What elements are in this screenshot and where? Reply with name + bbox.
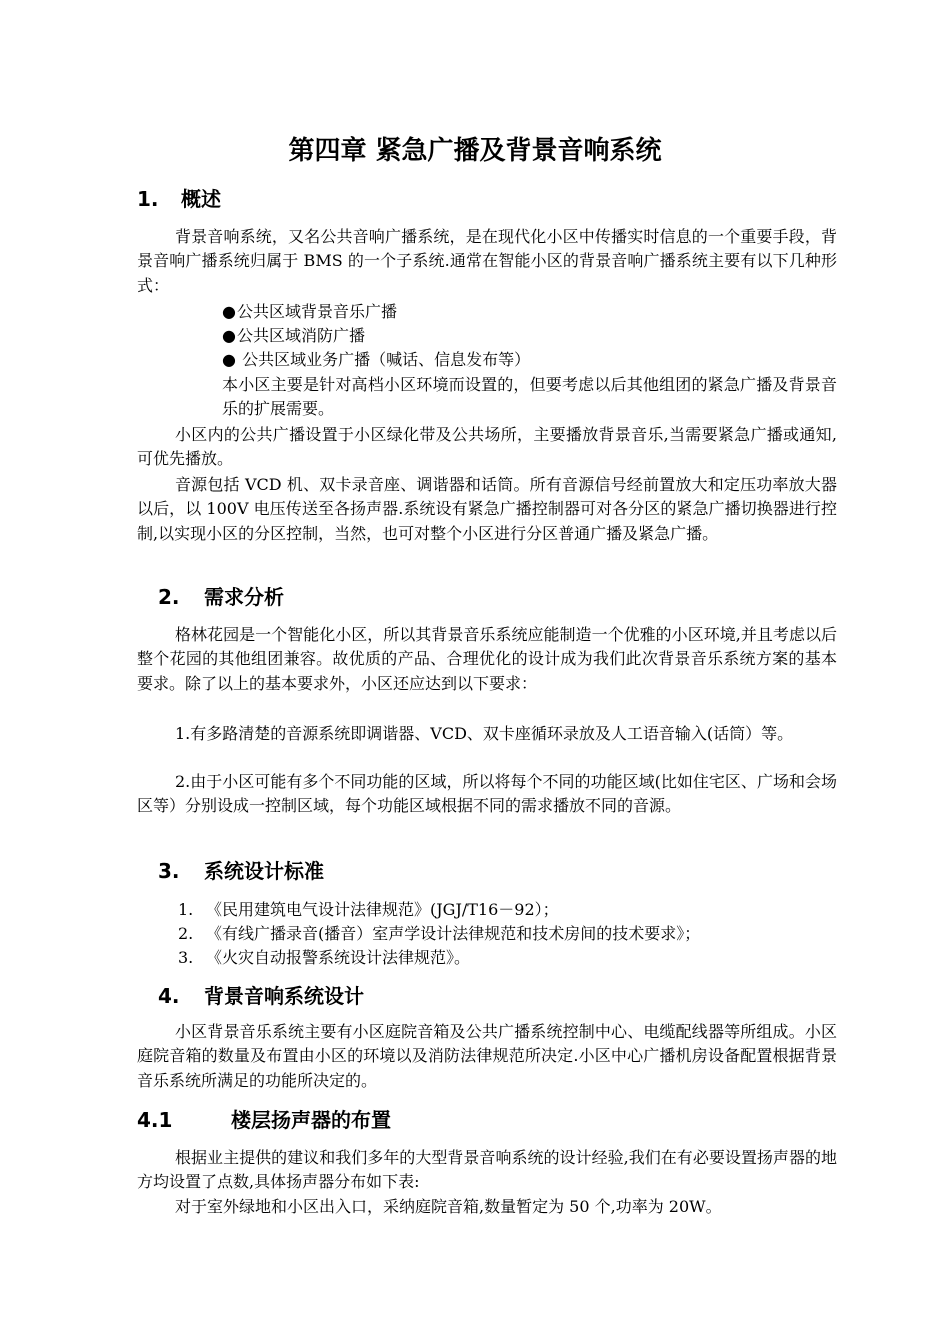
section-3-heading xyxy=(158,857,324,885)
audio-source-paragraph: 音源包括 VCD 机、双卡录音座、调谐器和话筒。所有音源信号经前置放大和定压功率放大器以后，以 100V 电压传送至各扬声器.系统设有紧急广播控制器可对各分区的紧急广播切换器进行控制,以实现小区的分区控制，当然，也可对整个小区进行分区普通广播及紧急广播。 xyxy=(137,475,837,543)
section-4-1-heading xyxy=(137,1106,391,1134)
list-item: ● 公共区域业务广播（喊话、信息发布等） xyxy=(222,348,530,372)
section-title: 概述 xyxy=(181,187,221,211)
section-title: 需求分析 xyxy=(204,585,284,609)
section-4-heading xyxy=(158,982,364,1010)
section-title: 系统设计标准 xyxy=(204,859,324,883)
section-number: 3. xyxy=(158,859,180,883)
bullet-icon: ● xyxy=(222,302,236,321)
broadcast-location-paragraph: 小区内的公共广播设置于小区绿化带及公共场所，主要播放背景音乐,当需要紧急广播或通知,可优先播放。 xyxy=(137,425,837,469)
list-item: ●公共区域背景音乐广播 xyxy=(222,300,397,324)
standard-item: 1. 《民用建筑电气设计法律规范》(JGJ/T16－92）； xyxy=(178,900,559,919)
standard-item: 2. 《有线广播录音(播音）室声学设计法律规范和技术房间的技术要求》； xyxy=(178,924,701,943)
section-title: 背景音响系统设计 xyxy=(204,984,364,1008)
page-title: 第四章 紧急广播及背景音响系统 xyxy=(288,136,662,166)
section-title: 楼层扬声器的布置 xyxy=(231,1108,391,1132)
section-number: 1. xyxy=(137,187,159,211)
requirement-1-paragraph: 1.有多路清楚的音源系统即调谐器、VCD、双卡座循环录放及人工语音输入(话筒）等。 xyxy=(175,724,794,743)
standard-item: 3. 《火灾自动报警系统设计法律规范》。 xyxy=(178,948,471,967)
system-design-paragraph: 小区背景音乐系统主要有小区庭院音箱及公共广播系统控制中心、电缆配线器等所组成。小区庭院音箱的数量及布置由小区的环境以及消防法律规范所决定.小区中心广播机房设备配置根据背景音乐系统所满足的功能所决定的。 xyxy=(137,1022,837,1090)
list-item: ●公共区域消防广播 xyxy=(222,324,365,348)
section-number: 2. xyxy=(158,585,180,609)
section-number: 4.1 xyxy=(137,1108,173,1132)
requirements-paragraph: 格林花园是一个智能化小区，所以其背景音乐系统应能制造一个优雅的小区环境,并且考虑以后整个花园的其他组团兼容。故优质的产品、合理优化的设计成为我们此次背景音乐系统方案的基本要求。除了以上的基本要求外，小区还应达到以下要求： xyxy=(137,625,837,693)
speaker-layout-paragraph: 根据业主提供的建议和我们多年的大型背景音响系统的设计经验,我们在有必要设置扬声器的地方均设置了点数,具体扬声器分布如下表: xyxy=(137,1148,837,1192)
section-2-heading xyxy=(158,583,284,611)
bullet-icon: ● xyxy=(222,326,236,345)
section-1-heading xyxy=(137,185,221,213)
overview-paragraph: 背景音响系统，又名公共音响广播系统，是在现代化小区中传播实时信息的一个重要手段，背景音响广播系统归属于 BMS 的一个子系统.通常在智能小区的背景音响广播系统主要有以下几种形式： xyxy=(137,227,837,295)
garden-speaker-paragraph: 对于室外绿地和小区出入口，采纳庭院音箱,数量暂定为 50 个,功率为 20W。 xyxy=(175,1197,722,1216)
section-number: 4. xyxy=(158,984,180,1008)
requirement-2-paragraph: 2.由于小区可能有多个不同功能的区域，所以将每个不同的功能区域(比如住宅区、广场和会场区等）分别设成一控制区域，每个功能区域根据不同的需求播放不同的音源。 xyxy=(137,772,837,816)
scope-note-paragraph: 本小区主要是针对高档小区环境而设置的，但要考虑以后其他组团的紧急广播及背景音乐的扩展需要。 xyxy=(222,375,837,419)
bullet-icon: ● xyxy=(222,350,236,369)
